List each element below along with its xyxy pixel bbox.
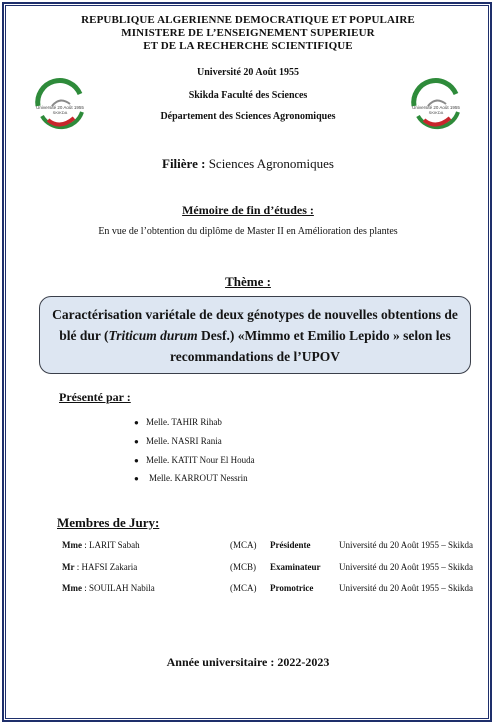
jury-member-name: : SOUILAH Nabila	[82, 583, 155, 593]
student-item	[134, 455, 255, 465]
university-logo-left-icon	[30, 76, 90, 136]
faculty-name: Skikda Faculté des Sciences	[188, 90, 308, 101]
student-item	[134, 417, 222, 427]
department-name: Département des Sciences Agronomiques	[160, 111, 336, 122]
jury-role: Promotrice	[270, 583, 314, 593]
bullet-icon: ●	[134, 473, 139, 483]
jury-name	[62, 540, 140, 550]
jury-row	[62, 562, 492, 576]
jury-role: Présidente	[270, 540, 311, 550]
jury-title-civil: Mr	[62, 562, 75, 572]
jury-name	[62, 562, 137, 572]
jury-title-civil: Mme	[62, 540, 82, 550]
memoire-subtitle: En vue de l’obtention du diplôme de Master II en Amélioration des plantes	[98, 226, 398, 237]
filiere-value: Sciences Agronomiques	[205, 156, 334, 171]
header-research: ET DE LA RECHERCHE SCIENTIFIQUE	[143, 40, 353, 52]
jury-row	[62, 540, 492, 554]
theme-title	[50, 304, 460, 367]
student-item	[134, 436, 222, 446]
logo-text-univ: Université 20 Août 1955	[36, 105, 84, 110]
header-ministry: MINISTERE DE L’ENSEIGNEMENT SUPERIEUR	[121, 27, 375, 39]
theme-box	[39, 296, 471, 374]
student-item	[134, 473, 248, 483]
logo-text-univ: Université 20 Août 1955	[412, 105, 460, 110]
logo-text-city: SKIKDA	[52, 110, 68, 115]
jury-title-civil: Mme	[62, 583, 82, 593]
university-name: Université 20 Août 1955	[197, 67, 299, 78]
jury-grade: (MCA)	[230, 540, 257, 550]
jury-institution: Université du 20 Août 1955 – Skikda	[339, 562, 473, 572]
jury-institution: Université du 20 Août 1955 – Skikda	[339, 540, 473, 550]
jury-member-name: : LARIT Sabah	[82, 540, 140, 550]
student-name: Melle. TAHIR Rihab	[146, 417, 222, 427]
student-name: Melle. KARROUT Nessrin	[149, 473, 248, 483]
theme-species: Triticum durum	[108, 327, 198, 343]
memoire-title: Mémoire de fin d’études :	[182, 203, 314, 217]
theme-text-part2: Desf.) «Mimmo et Emilio Lepido » selon les recommandations de l’UPOV	[170, 327, 451, 364]
jury-title: Membres de Jury:	[57, 515, 160, 530]
theme-text-part1: Caractérisation variétale de deux génotypes de nouvelles obtentions de blé dur (	[52, 306, 458, 343]
filiere-line	[0, 156, 496, 172]
jury-institution: Université du 20 Août 1955 – Skikda	[339, 583, 473, 593]
jury-name	[62, 583, 155, 593]
bullet-icon: ●	[134, 436, 139, 446]
student-name: Melle. KATIT Nour El Houda	[146, 455, 255, 465]
jury-grade: (MCA)	[230, 583, 257, 593]
filiere-label: Filière :	[162, 156, 206, 171]
header-republic: REPUBLIQUE ALGERIENNE DEMOCRATIQUE ET POPULAIRE	[81, 14, 415, 26]
jury-role: Examinateur	[270, 562, 321, 572]
student-name: Melle. NASRI Rania	[146, 436, 222, 446]
bullet-icon: ●	[134, 455, 139, 465]
theme-label: Thème :	[225, 274, 271, 289]
university-logo-right-icon	[406, 76, 466, 136]
jury-member-name: : HAFSI Zakaria	[74, 562, 138, 572]
jury-row	[62, 583, 492, 597]
presented-by-title: Présenté par :	[59, 390, 131, 404]
academic-year: Année universitaire : 2022-2023	[166, 655, 330, 669]
logo-text-city: SKIKDA	[428, 110, 444, 115]
jury-grade: (MCB)	[230, 562, 257, 572]
bullet-icon: ●	[134, 417, 139, 427]
